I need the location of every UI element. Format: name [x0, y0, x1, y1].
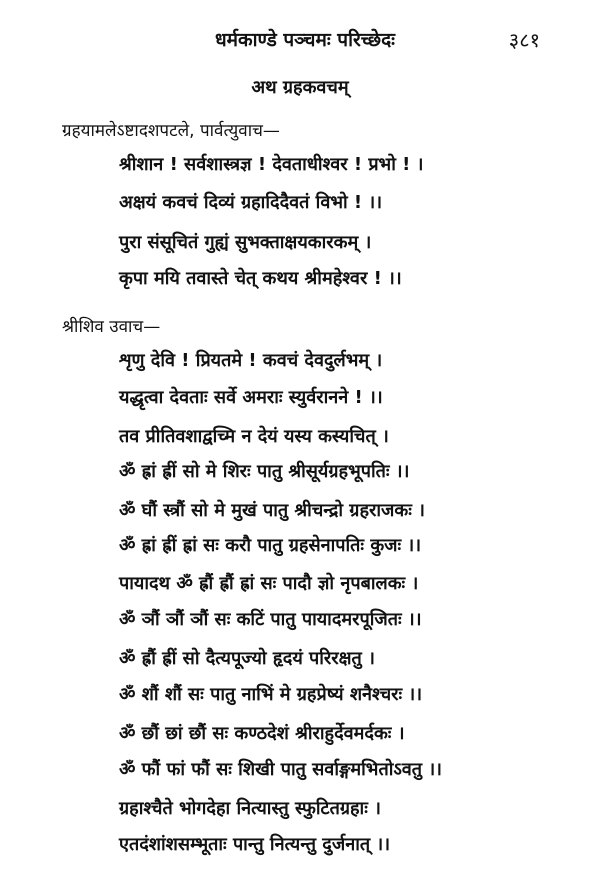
verse-line: यद्धृत्वा देवताः सर्वे अमराः स्युर्वरानने ! ।। — [119, 387, 383, 408]
verse-line: ॐ ह्रां ह्रीं ह्रां सः करौ पातु ग्रहसेनापतिः कुजः ।। — [119, 535, 422, 556]
verse-line: ॐ ह्रौं ह्रीं सो दैत्यपूज्यो हृदयं परिरक्षतु । — [119, 648, 375, 669]
verse-line: ग्रहाश्चैते भोगदेहा नित्यास्तु स्फुटितग्रहाः । — [119, 798, 381, 819]
verse-line: पायादथ ॐ ह्रौं ह्रौं ह्रां सः पादौ ज्ञो नृपबालकः । — [119, 573, 419, 594]
verse-line: अक्षयं कवचं दिव्यं ग्रहादिदैवतं विभो ! ।। — [119, 192, 383, 213]
running-head — [0, 22, 600, 52]
verse-line: पुरा संसूचितं गुह्यं सुभक्ताक्षयकारकम् । — [119, 232, 372, 253]
section-title: अथ ग्रहकवचम् — [251, 77, 349, 98]
page-number: ३८१ — [508, 28, 540, 52]
running-title: धर्मकाण्डे पञ्चमः परिच्छेदः — [215, 29, 396, 51]
intro-line: श्रीशिव उवाच— — [62, 317, 161, 337]
verse-line: तव प्रीतिवशाद्वच्मि न देयं यस्य कस्यचित् । — [119, 426, 389, 447]
verse-line: ॐ शौं शौं सः पातु नाभिं मे ग्रहप्रेष्यं शनैश्चरः ।। — [119, 684, 423, 705]
verse-line: ॐ ह्रां ह्रीं सो मे शिरः पातु श्रीसूर्यग्रहभूपतिः ।। — [119, 461, 410, 482]
verse-line: शृणु देवि ! प्रियतमे ! कवचं देवदुर्लभम् । — [119, 350, 383, 371]
verse-line: कृपा मयि तवास्ते चेत् कथय श्रीमहेश्वर ! ।। — [119, 268, 402, 289]
verse-line: ॐ फौं फां फौं सः शिखी पातु सर्वाङ्गमभितोऽवतु ।। — [119, 759, 442, 780]
verse-line: एतदंशांशसम्भूताः पान्तु नित्यन्तु दुर्जनात् ।। — [119, 834, 391, 855]
verse-line: ॐ घौं स्त्रौं सो मे मुखं पातु श्रीचन्द्रो ग्रहराजकः । — [119, 500, 425, 521]
intro-line: ग्रहयामलेऽष्टादशपटले, पार्वत्युवाच— — [62, 121, 280, 141]
verse-line: ॐ ञौं ञौं ञौं सः कटिं पातु पायादमरपूजितः ।। — [119, 609, 422, 630]
verse-line: श्रीशान ! सर्वशास्त्रज्ञ ! देवताधीश्वर ! प्रभो ! । — [119, 154, 424, 175]
verse-line: ॐ छौं छां छौं सः कण्ठदेशं श्रीराहुर्देवमर्दकः । — [119, 723, 405, 744]
